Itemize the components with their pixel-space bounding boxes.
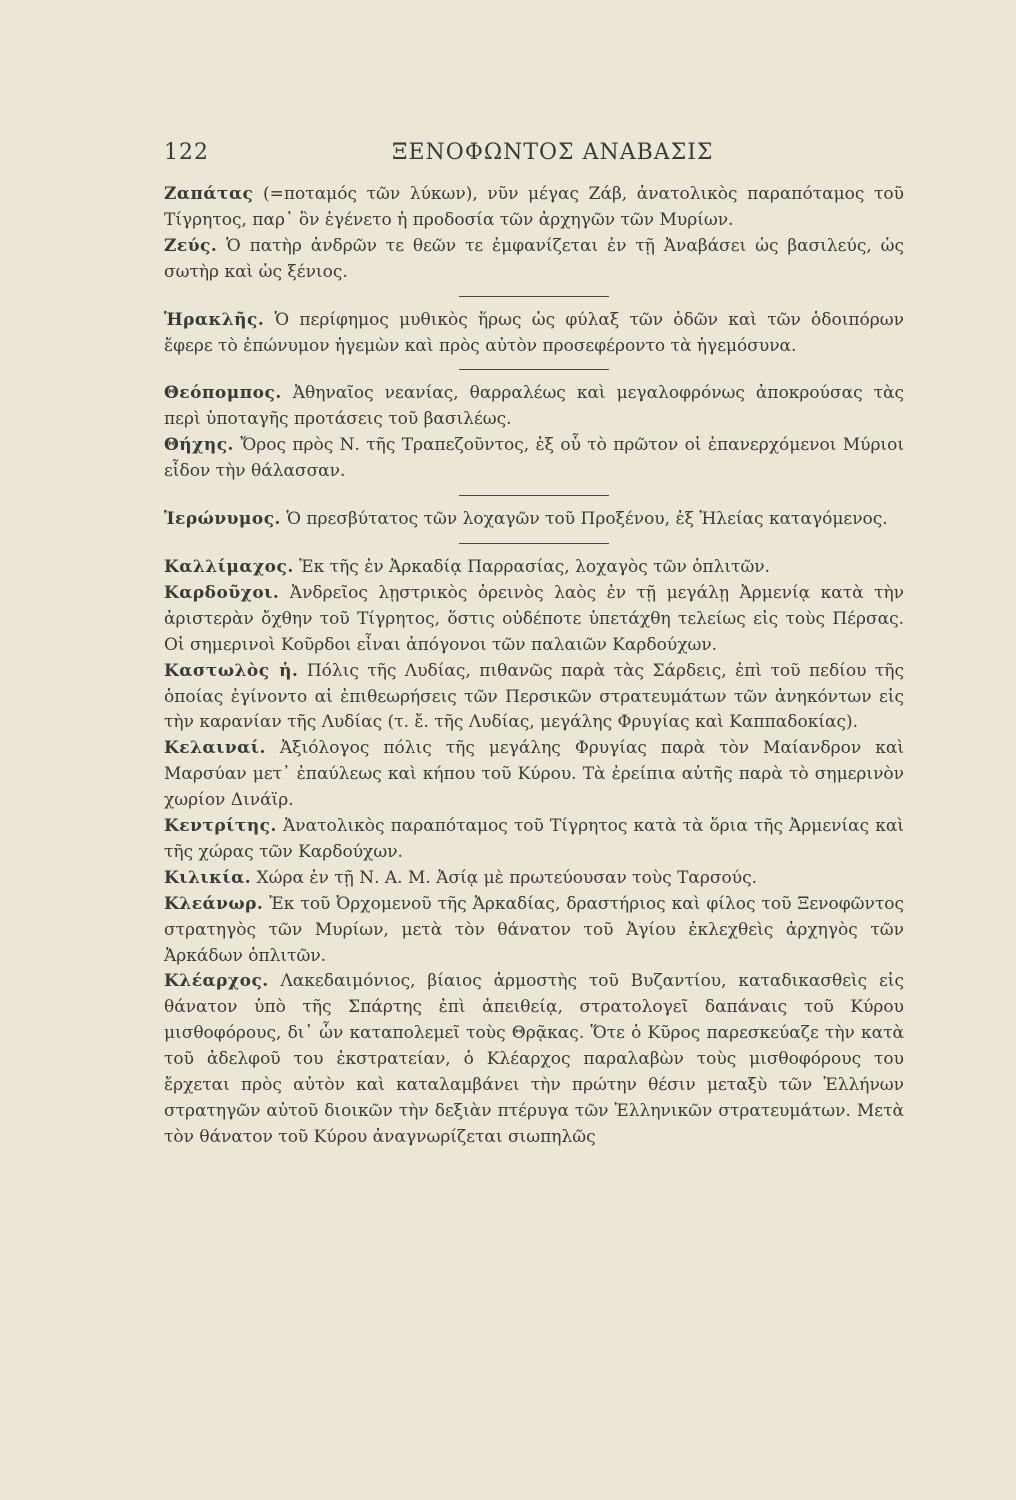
entry-headword: Κλέαρχος. <box>164 971 269 992</box>
entry-kastolos <box>164 659 904 737</box>
entry-headword: Ζαπάτας <box>164 184 254 204</box>
entry-thekes <box>164 433 904 485</box>
entry-kentrites <box>164 814 904 866</box>
section-divider <box>459 495 609 496</box>
entry-text: Ἐκ τοῦ Ὀρχομενοῦ τῆς Ἀρκαδίας, δραστήριος καὶ φίλος τοῦ Ξενοφῶντος στρατηγὸς τῶν Μυρίων, μετὰ τὸν θάνατον τοῦ Ἀγίου ἐκλεχθεὶς ἀρχηγὸς τῶν Ἀρκάδων ὁπλιτῶν. <box>164 893 904 966</box>
entry-klearchos <box>164 969 904 1150</box>
entry-kleanor <box>164 892 904 970</box>
glossary-entries <box>164 182 904 1151</box>
entry-text: Ἀξιόλογος πόλις τῆς μεγάλης Φρυγίας παρὰ τὸν Μαίανδρον καὶ Μαρσύαν μετ᾽ ἐπαύλεως καὶ κήπου τοῦ Κύρου. Τὰ ἐρείπια αὐτῆς παρὰ τὸ σημερινὸν χωρίον Δινάϊρ. <box>164 738 904 811</box>
entry-headword: Καλλίμαχος. <box>164 556 294 577</box>
entry-hieronymos <box>164 507 904 533</box>
entry-headword: Ἡρακλῆς. <box>164 309 265 330</box>
entry-headword: Θήχης. <box>164 435 234 456</box>
entry-headword: Κλεάνωρ. <box>164 893 264 914</box>
entry-kardouchoi <box>164 581 904 659</box>
running-title: ΞΕΝΟΦΩΝΤΟΣ ΑΝΑΒΑΣΙΣ <box>392 140 714 165</box>
page-header <box>164 140 904 174</box>
page-number: 122 <box>164 140 209 165</box>
entry-text: Λακεδαιμόνιος, βίαιος ἁρμοστὴς τοῦ Βυζαντίου, καταδικασθεὶς εἰς θάνατον ὑπὸ τῆς Σπάρτης ἐπὶ ἀπειθείᾳ, στρατολογεῖ δαπάναις τοῦ Κύρου μισθοφόρους, δι᾽ ὧν καταπολεμεῖ τοὺς Θρᾷκας. Ὅτε ὁ Κῦρος παρεσκεύαζε τὴν κατὰ τοῦ ἀδελφοῦ του ἐκστρατείαν, ὁ Κλέαρχος παραλαβὼν τοὺς μισθοφόρους του ἔρχεται πρὸς αὐτὸν καὶ καταλαμβάνει τὴν πρώτην θέσιν μεταξὺ τῶν Ἑλλήνων στρατηγῶν αὐτοῦ διοικῶν τὴν δεξιὰν πτέρυγα τῶν Ἑλληνικῶν στρατευμάτων. Μετὰ τὸν θάνατον τοῦ Κύρου ἀναγνωρίζεται σιωπηλῶς <box>164 971 904 1147</box>
entry-theopompos <box>164 381 904 433</box>
entry-text: Ἀνατολικὸς παραπόταμος τοῦ Τίγρητος κατὰ τὰ ὅρια τῆς Ἀρμενίας καὶ τῆς χώρας τῶν Καρδούχων. <box>164 816 904 862</box>
entry-text: Πόλις τῆς Λυδίας, πιθανῶς παρὰ τὰς Σάρδεις, ἐπὶ τοῦ πεδίου τῆς ὁποίας ἐγίνοντο αἱ ἐπιθεωρήσεις τῶν Περσικῶν στρατευμάτων τῶν ἀνηκόντων εἰς τὴν καρανίαν τῆς Λυδίας (τ. ἔ. τῆς Λυδίας, μεγάλης Φρυγίας καὶ Καππαδοκίας). <box>164 660 904 733</box>
entry-text: Ἀθηναῖος νεανίας, θαρραλέως καὶ μεγαλοφρόνως ἀποκρούσας τὰς περὶ ὑποταγῆς προτάσεις τοῦ βασιλέως. <box>164 383 904 430</box>
entry-zeus <box>164 234 904 286</box>
entry-zapatas <box>164 182 904 234</box>
entry-headword: Κεντρίτης. <box>164 816 277 837</box>
entry-text: Ὁ περίφημος μυθικὸς ἥρως ὡς φύλαξ τῶν ὁδῶν καὶ τῶν ὁδοιπόρων ἔφερε τὸ ἐπώνυμον ἡγεμὼν καὶ πρὸς αὐτὸν προσεφέροντο τὰ ἡγεμόσυνα. <box>164 309 904 356</box>
section-divider <box>459 369 609 370</box>
entry-herakles <box>164 308 904 360</box>
entry-headword: Καρδοῦχοι. <box>164 582 280 603</box>
entry-text: Ὁ πατὴρ ἀνδρῶν τε θεῶν τε ἐμφανίζεται ἐν τῇ Ἀναβάσει ὡς βασιλεύς, ὡς σωτὴρ καὶ ὡς ξένιος. <box>164 235 904 282</box>
entry-kilikia <box>164 866 904 892</box>
entry-headword: Ἱερώνυμος. <box>164 509 281 530</box>
entry-text: Χώρα ἐν τῇ Ν. Α. Μ. Ἀσίᾳ μὲ πρωτεύουσαν τοὺς Ταρσούς. <box>251 867 757 888</box>
entry-text: Ὄρος πρὸς Ν. τῆς Τραπεζοῦντος, ἐξ οὗ τὸ πρῶτον οἱ ἐπανερχόμενοι Μύριοι εἶδον τὴν θάλασσαν. <box>164 435 904 482</box>
entry-text: Ὁ πρεσβύτατος τῶν λοχαγῶν τοῦ Προξένου, ἐξ Ἠλείας καταγόμενος. <box>280 509 888 530</box>
section-divider <box>459 296 609 297</box>
entry-headword: Ζεύς. <box>164 235 218 256</box>
entry-kallimachos <box>164 555 904 581</box>
entry-headword: Κιλικία. <box>164 867 252 888</box>
entry-text: Ἀνδρεῖος λῃστρικὸς ὀρεινὸς λαὸς ἐν τῇ μεγάλῃ Ἀρμενίᾳ κατὰ τὴν ἀριστερὰν ὄχθην τοῦ Τίγρητος, ὅστις οὐδέποτε ὑπετάχθη τελείως εἰς τοὺς Πέρσας. Οἱ σημερινοὶ Κοῦρδοι εἶναι ἀπόγονοι τῶν παλαιῶν Καρδούχων. <box>164 582 904 655</box>
entry-headword: Κελαιναί. <box>164 738 266 759</box>
entry-text: (=ποταμός τῶν λύκων), νῦν μέγας Ζάβ, ἀνατολικὸς παραπόταμος τοῦ Τίγρητος, παρ᾽ ὃν ἐγένετο ἡ προδοσία τῶν ἀρχηγῶν τῶν Μυρίων. <box>164 184 904 230</box>
entry-headword: Θεόπομπος. <box>164 383 282 404</box>
entry-kelainai <box>164 736 904 814</box>
section-divider <box>459 543 609 544</box>
entry-text: Ἐκ τῆς ἐν Ἀρκαδίᾳ Παρρασίας, λοχαγὸς τῶν ὁπλιτῶν. <box>293 556 771 577</box>
entry-headword: Καστωλὸς ἡ. <box>164 660 299 681</box>
